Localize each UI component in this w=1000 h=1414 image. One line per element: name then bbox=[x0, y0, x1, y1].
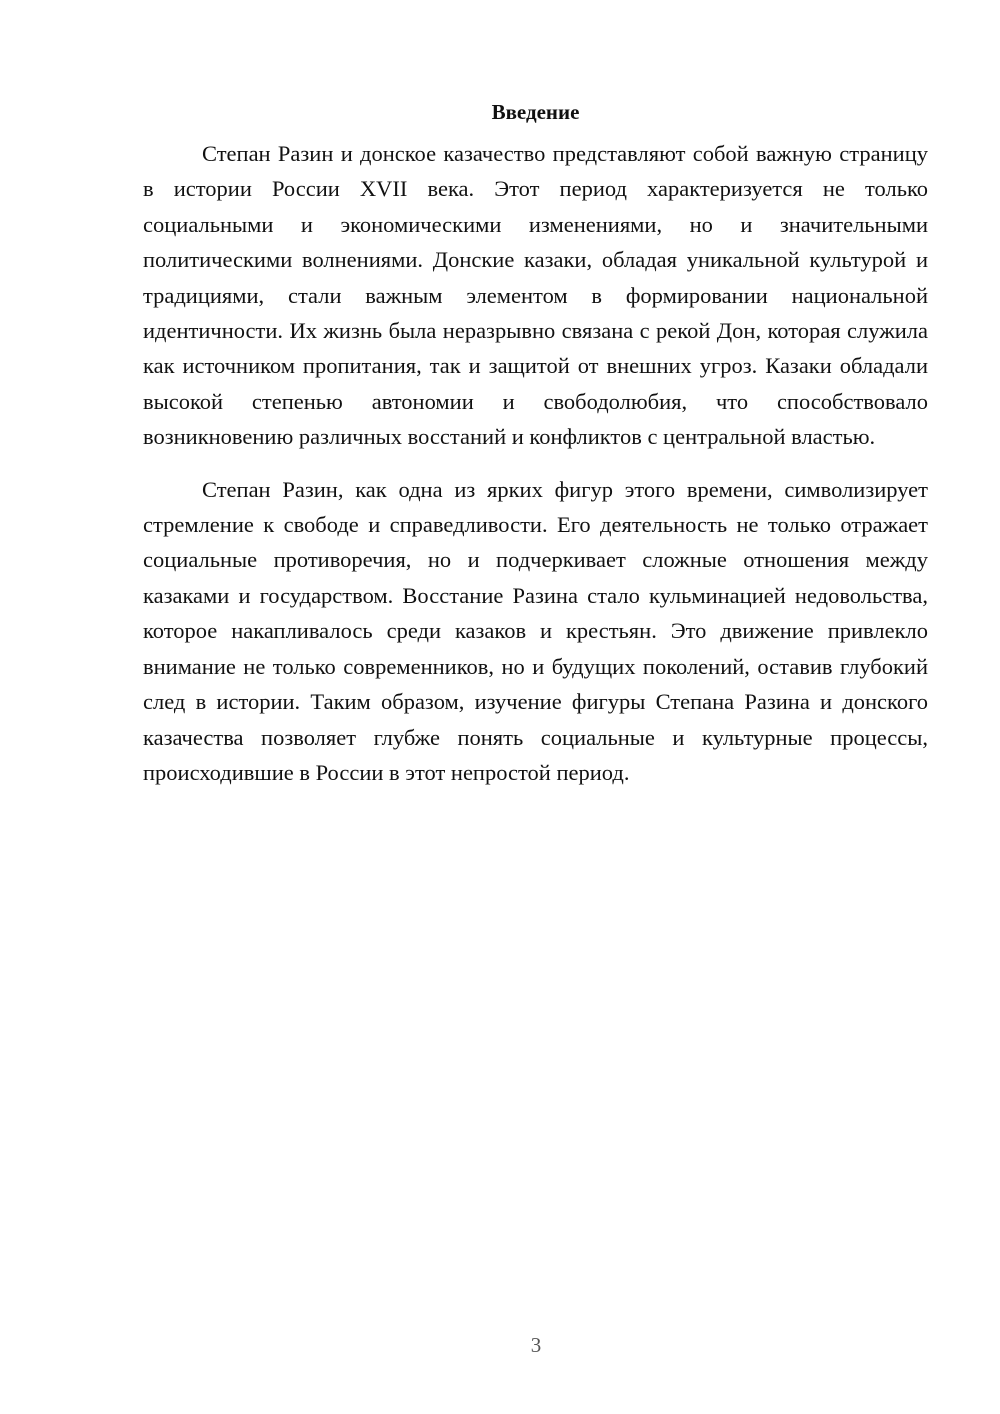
paragraph-1: Степан Разин и донское казачество представляют собой важную страницу в истории России XVII века. Этот период характеризуется не только социальными и экономическими изменениями, но и значительными политическими волнениями. Донские казаки, обладая уникальной культурой и традициями, стали важным элементом в формировании национальной идентичности. Их жизнь была неразрывно связана с рекой Дон, которая служила как источником пропитания, так и защитой от внешних угроз. Казаки обладали высокой степенью автономии и свободолюбия, что способствовало возникновению различных восстаний и конфликтов с центральной властью. bbox=[143, 141, 928, 450]
section-heading: Введение bbox=[491, 100, 580, 124]
page-content bbox=[143, 97, 928, 807]
page-number: 3 bbox=[530, 1333, 542, 1357]
paragraph-2: Степан Разин, как одна из ярких фигур этого времени, символизирует стремление к свободе и справедливости. Его деятельность не только отражает социальные противоречия, но и подчеркивает сложные отношения между казаками и государством. Восстание Разина стало кульминацией недовольства, которое накапливалось среди казаков и крестьян. Это движение привлекло внимание не только современников, но и будущих поколений, оставив глубокий след в истории. Таким образом, изучение фигуры Степана Разина и донского казачества позволяет глубже понять социальные и культурные процессы, происходившие в России в этот непростой период. bbox=[143, 476, 928, 785]
